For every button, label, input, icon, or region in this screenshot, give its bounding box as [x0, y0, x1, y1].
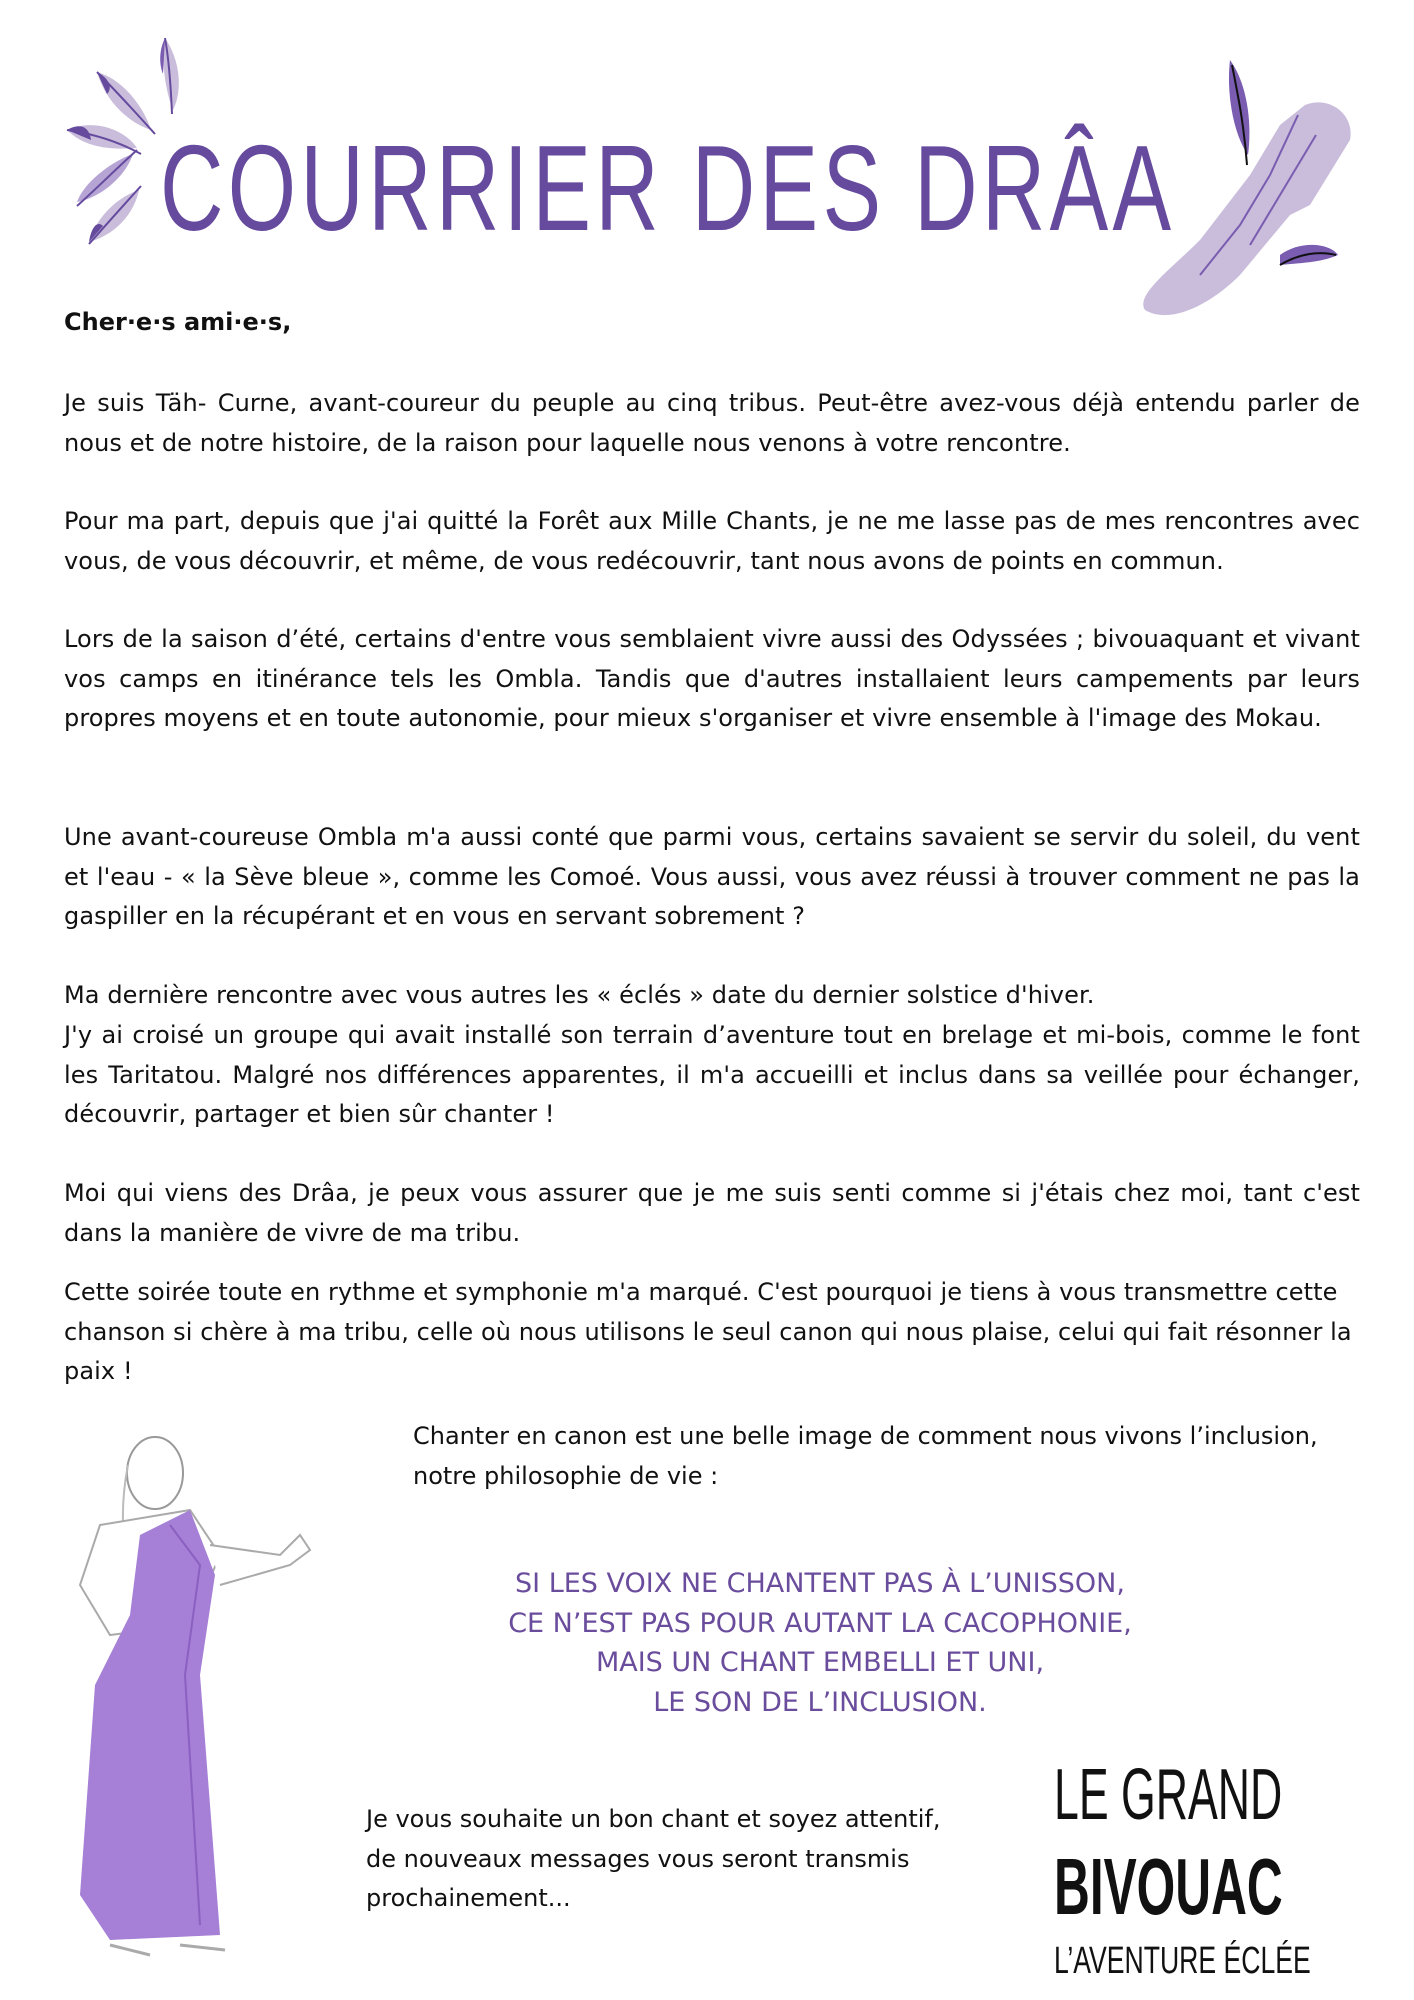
quote-line: MAIS UN CHANT EMBELLI ET UNI,	[595, 1647, 1045, 1678]
branch-illustration	[1130, 55, 1370, 325]
logo-tagline: L’AVENTURE ÉCLÉE	[1054, 1940, 1311, 1982]
feather-icon	[67, 125, 141, 154]
page-title: COURRIER DES DRÂA	[160, 120, 1176, 256]
paragraph-forest: Pour ma part, depuis que j'ai quitté la Forêt aux Mille Chants, je ne me lasse pas de mes rencontres avec vous, de vous découvrir, et même, de vous redécouvrir, tant nous avons de points en commun.	[64, 507, 1360, 575]
paragraph-comoe: Une avant-coureuse Ombla m'a aussi conté que parmi vous, certains savaient se servir du soleil, du vent et l'eau - « la Sève bleue », comme les Comoé. Vous aussi, vous avez réussi à trouver comment ne pas la gaspiller en la récupérant et en vous en servant sobrement ?	[64, 823, 1360, 930]
paragraph-solstice: Ma dernière rencontre avec vous autres les « éclés » date du dernier solstice d'hiver.	[64, 981, 1095, 1009]
greeting: Cher·e·s ami·e·s,	[64, 308, 292, 336]
logo-line-1: LE GRAND	[1054, 1755, 1283, 1835]
song-quote	[430, 1564, 1210, 1722]
feather-icon	[1280, 245, 1338, 265]
logo-line-2: BIVOUAC	[1054, 1842, 1283, 1931]
feather-icon	[89, 186, 141, 244]
paragraph-intro: Je suis Täh- Curne, avant-coureur du peuple au cinq tribus. Peut-être avez-vous déjà entendu parler de nous et de notre histoire, de la raison pour laquelle nous venons à votre rencontre.	[64, 389, 1360, 457]
quote-line: LE SON DE L’INCLUSION.	[653, 1686, 987, 1718]
quote-line: CE N’EST PAS POUR AUTANT LA CACOPHONIE,	[508, 1607, 1132, 1639]
paragraph-draa: Moi qui viens des Drâa, je peux vous assurer que je me suis senti comme si j'étais chez moi, tant c'est dans la manière de vivre de ma tribu.	[64, 1179, 1360, 1247]
character-illustration	[50, 1425, 350, 1985]
closing-text: Je vous souhaite un bon chant et soyez attentif, de nouveaux messages vous seront transmis prochainement...	[366, 1805, 941, 1912]
paragraph-song: Cette soirée toute en rythme et symphonie m'a marqué. C'est pourquoi je tiens à vous transmettre cette chanson si chère à ma tribu, celle où nous utilisons le seul canon qui nous plaise, celui qui fait résonner la paix !	[64, 1278, 1352, 1385]
feather-icon	[97, 72, 155, 134]
feather-icon	[1229, 60, 1249, 165]
canon-intro: Chanter en canon est une belle image de comment nous vivons l’inclusion, notre philosophie de vie :	[413, 1422, 1318, 1490]
quote-line: SI LES VOIX NE CHANTENT PAS À L’UNISSON,	[515, 1568, 1125, 1599]
paragraph-taritatou: J'y ai croisé un groupe qui avait installé son terrain d’aventure tout en brelage et mi-bois, comme le font les Taritatou. Malgré nos différences apparentes, il m'a accueilli et inclus dans sa veillée pour échanger, découvrir, partager et bien sûr chanter !	[64, 1021, 1360, 1128]
le-grand-bivouac-logo	[1054, 1755, 1374, 1990]
feather-icon	[160, 38, 179, 114]
paragraph-summer: Lors de la saison d’été, certains d'entre vous semblaient vivre aussi des Odyssées ; bivouaquant et vivant vos camps en itinérance tels les Ombla. Tandis que d'autres installaient leurs campements par leurs propres moyens et en toute autonomie, pour mieux s'organiser et vivre ensemble à l'image des Mokau.	[64, 625, 1360, 732]
